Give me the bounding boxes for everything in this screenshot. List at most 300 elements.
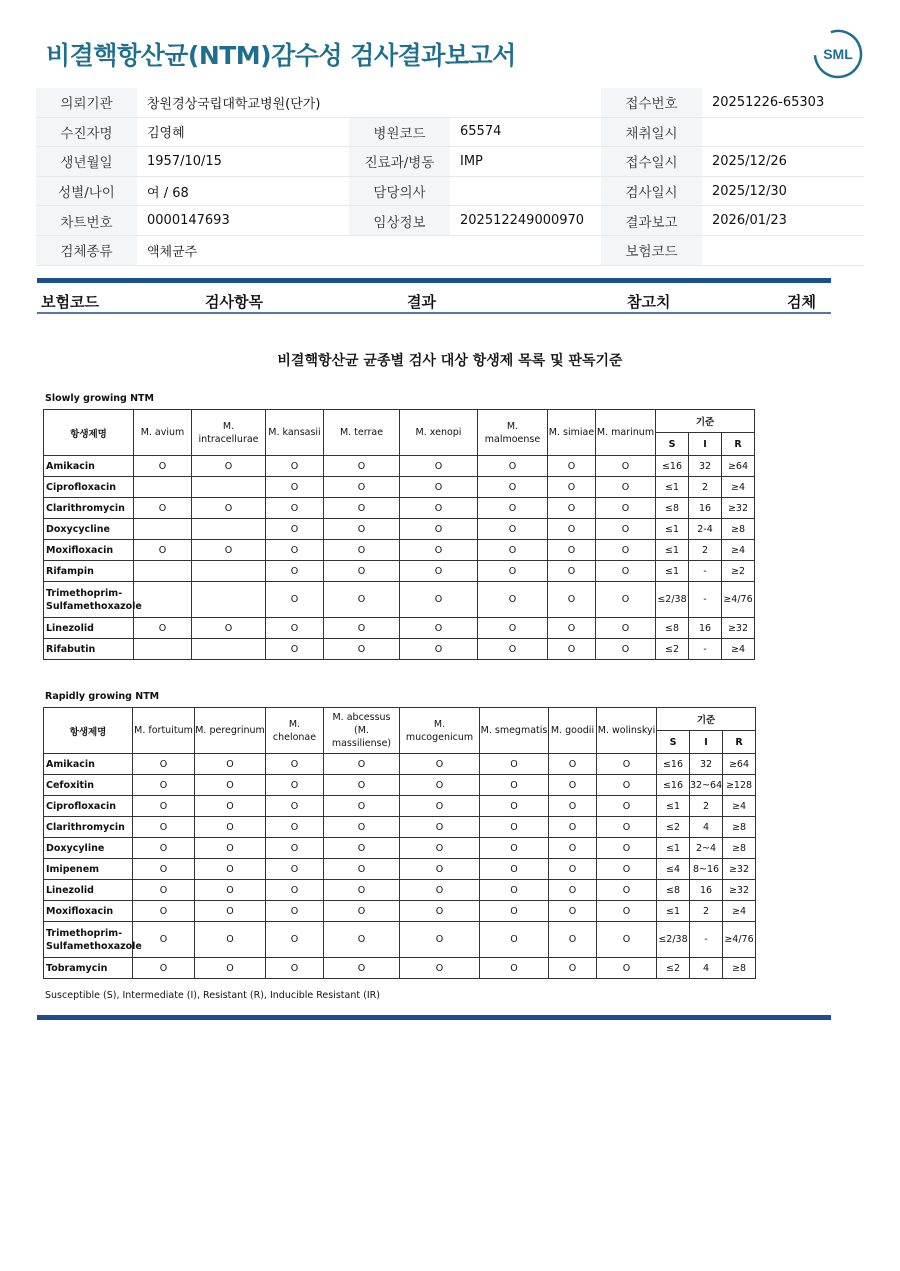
test-mark: O [597, 880, 657, 901]
test-mark: O [480, 901, 549, 922]
table-row [44, 498, 755, 519]
test-mark: O [400, 796, 480, 817]
test-mark: O [478, 519, 548, 540]
test-mark: O [134, 498, 192, 519]
table-row [44, 456, 755, 477]
criteria-s: ≤1 [656, 477, 689, 498]
info-value [702, 117, 864, 147]
criteria-s: ≤2/38 [656, 582, 689, 618]
species-header: M. abcessus (M. massiliense) [324, 708, 400, 754]
test-mark: O [549, 880, 597, 901]
test-mark: O [478, 639, 548, 660]
header-reference: 참고치 [627, 293, 671, 311]
info-label: 임상정보 [349, 206, 450, 236]
test-mark: O [266, 477, 324, 498]
species-header: M. avium [134, 410, 192, 456]
info-row [36, 88, 864, 117]
test-mark: O [266, 880, 324, 901]
test-mark: O [133, 796, 195, 817]
criteria-r: ≥32 [723, 880, 756, 901]
info-label: 병원코드 [349, 117, 450, 147]
test-mark: O [597, 796, 657, 817]
criteria-s: ≤16 [657, 775, 690, 796]
slow-ntm-table [43, 409, 755, 660]
test-mark: O [596, 477, 656, 498]
species-header: M. peregrinum [195, 708, 266, 754]
criteria-r: ≥64 [722, 456, 755, 477]
species-header: M. fortuitum [133, 708, 195, 754]
test-mark: O [548, 477, 596, 498]
test-mark: O [480, 958, 549, 979]
antibiotic-name: Moxifloxacin [44, 901, 133, 922]
info-label: 성별/나이 [36, 176, 137, 206]
sir-header: R [723, 731, 756, 754]
criteria-r: ≥4 [722, 477, 755, 498]
test-mark: O [400, 456, 478, 477]
test-mark: O [478, 498, 548, 519]
species-header: M. wolinskyi [597, 708, 657, 754]
table-row [44, 838, 756, 859]
info-label: 생년월일 [36, 147, 137, 177]
criteria-i: 2 [690, 796, 723, 817]
section-rule-thin [37, 312, 831, 314]
criteria-s: ≤1 [657, 838, 690, 859]
test-mark: O [597, 817, 657, 838]
test-mark: O [266, 456, 324, 477]
test-mark: O [324, 477, 400, 498]
species-header: M. malmoense [478, 410, 548, 456]
criteria-i: 4 [690, 958, 723, 979]
info-row [36, 117, 864, 147]
test-mark: O [134, 618, 192, 639]
criteria-r: ≥4/76 [722, 582, 755, 618]
test-mark [134, 639, 192, 660]
test-mark: O [480, 922, 549, 958]
criteria-i: 32 [690, 754, 723, 775]
criteria-s: ≤2 [657, 958, 690, 979]
test-mark: O [266, 958, 324, 979]
table-row [44, 582, 755, 618]
test-mark: O [549, 838, 597, 859]
test-mark: O [549, 775, 597, 796]
test-mark: O [597, 922, 657, 958]
antibiotic-name: Imipenem [44, 859, 133, 880]
test-mark: O [195, 796, 266, 817]
test-mark: O [548, 561, 596, 582]
species-header: M. terrae [324, 410, 400, 456]
test-mark: O [192, 540, 266, 561]
test-mark: O [324, 796, 400, 817]
test-mark: O [195, 859, 266, 880]
test-mark: O [480, 775, 549, 796]
criteria-r: ≥4/76 [723, 922, 756, 958]
test-mark: O [549, 796, 597, 817]
test-mark: O [133, 922, 195, 958]
rapid-ntm-table [43, 707, 756, 979]
table-row [44, 775, 756, 796]
test-mark: O [548, 456, 596, 477]
criteria-r: ≥128 [723, 775, 756, 796]
test-mark: O [192, 618, 266, 639]
test-mark: O [480, 754, 549, 775]
test-mark: O [596, 561, 656, 582]
species-header: M. intracellurae [192, 410, 266, 456]
info-label: 보험코드 [601, 235, 702, 265]
criteria-r: ≥4 [723, 796, 756, 817]
test-mark [134, 477, 192, 498]
test-mark: O [266, 540, 324, 561]
test-mark: O [195, 754, 266, 775]
header-specimen: 검체 [787, 293, 816, 311]
header-row [44, 708, 756, 731]
criteria-header: 기준 [656, 410, 755, 433]
test-mark: O [596, 519, 656, 540]
test-mark: O [324, 838, 400, 859]
info-value: 2025/12/30 [702, 176, 864, 206]
test-mark: O [597, 958, 657, 979]
sir-header: S [656, 433, 689, 456]
test-mark: O [597, 838, 657, 859]
criteria-s: ≤1 [657, 901, 690, 922]
test-mark: O [480, 880, 549, 901]
antibiotic-name-header: 항생제명 [44, 410, 134, 456]
criteria-i: 2 [690, 901, 723, 922]
criteria-s: ≤2/38 [657, 922, 690, 958]
header-result: 결과 [407, 293, 436, 311]
test-mark: O [324, 922, 400, 958]
test-mark [192, 639, 266, 660]
criteria-s: ≤8 [656, 498, 689, 519]
header-test-item: 검사항목 [205, 293, 263, 311]
sir-header: R [722, 433, 755, 456]
test-mark [134, 561, 192, 582]
test-mark [192, 519, 266, 540]
info-value: 1957/10/15 [137, 147, 349, 177]
info-label: 진료과/병동 [349, 147, 450, 177]
test-mark: O [324, 958, 400, 979]
criteria-i: - [689, 561, 722, 582]
antibiotic-name: Trimethoprim- Sulfamethoxazole [44, 582, 134, 618]
patient-info-table [36, 88, 864, 266]
criteria-r: ≥8 [722, 519, 755, 540]
test-mark: O [266, 901, 324, 922]
table-row [44, 754, 756, 775]
test-mark: O [133, 859, 195, 880]
test-mark: O [596, 618, 656, 639]
species-header: M. smegmatis [480, 708, 549, 754]
antibiotic-name: Ciprofloxacin [44, 477, 134, 498]
antibiotic-list-title: 비결핵항산균 균종별 검사 대상 항생제 목록 및 판독기준 [277, 353, 623, 369]
test-mark: O [478, 540, 548, 561]
table-row [44, 880, 756, 901]
test-mark: O [324, 519, 400, 540]
antibiotic-name: Trimethoprim- Sulfamethoxazole [44, 922, 133, 958]
info-value: 2025/12/26 [702, 147, 864, 177]
test-mark: O [195, 775, 266, 796]
test-mark: O [480, 817, 549, 838]
criteria-i: 16 [689, 498, 722, 519]
info-label: 검체종류 [36, 235, 137, 265]
test-mark: O [400, 561, 478, 582]
test-mark: O [478, 456, 548, 477]
criteria-s: ≤4 [657, 859, 690, 880]
antibiotic-name: Doxycycline [44, 519, 134, 540]
test-mark [192, 582, 266, 618]
criteria-i: - [689, 582, 722, 618]
test-mark: O [324, 754, 400, 775]
test-mark: O [597, 775, 657, 796]
criteria-r: ≥4 [722, 639, 755, 660]
antibiotic-name: Amikacin [44, 754, 133, 775]
test-mark: O [478, 582, 548, 618]
test-mark: O [324, 540, 400, 561]
criteria-s: ≤1 [656, 540, 689, 561]
criteria-i: 4 [690, 817, 723, 838]
test-mark: O [549, 901, 597, 922]
test-mark: O [478, 561, 548, 582]
result-header [37, 291, 831, 311]
criteria-i: 2-4 [689, 519, 722, 540]
test-mark: O [549, 922, 597, 958]
criteria-s: ≤1 [656, 561, 689, 582]
test-mark: O [480, 796, 549, 817]
criteria-r: ≥32 [723, 859, 756, 880]
criteria-r: ≥64 [723, 754, 756, 775]
antibiotic-name: Linezolid [44, 880, 133, 901]
criteria-i: - [689, 639, 722, 660]
table-row [44, 540, 755, 561]
test-mark: O [400, 519, 478, 540]
test-mark: O [266, 817, 324, 838]
test-mark: O [548, 618, 596, 639]
criteria-r: ≥4 [722, 540, 755, 561]
test-mark: O [400, 618, 478, 639]
sir-header: I [689, 433, 722, 456]
test-mark: O [548, 639, 596, 660]
info-value: IMP [450, 147, 601, 177]
info-row [36, 147, 864, 177]
test-mark: O [266, 859, 324, 880]
test-mark: O [195, 901, 266, 922]
test-mark: O [480, 838, 549, 859]
criteria-i: - [690, 922, 723, 958]
test-mark: O [192, 498, 266, 519]
test-mark [134, 582, 192, 618]
test-mark: O [400, 817, 480, 838]
species-header: M. goodii [549, 708, 597, 754]
test-mark: O [133, 838, 195, 859]
legend-note: Susceptible (S), Intermediate (I), Resistant (R), Inducible Resistant (IR) [45, 990, 380, 1001]
table-row [44, 561, 755, 582]
sir-header: S [657, 731, 690, 754]
test-mark: O [133, 817, 195, 838]
species-header: M. kansasii [266, 410, 324, 456]
antibiotic-name-header: 항생제명 [44, 708, 133, 754]
info-label: 결과보고 [601, 206, 702, 236]
test-mark: O [195, 922, 266, 958]
test-mark: O [596, 456, 656, 477]
info-label: 수진자명 [36, 117, 137, 147]
test-mark: O [266, 618, 324, 639]
test-mark: O [478, 477, 548, 498]
table-row [44, 618, 755, 639]
report-title: 비결핵항산균(NTM)감수성 검사결과보고서 [46, 41, 516, 70]
criteria-header: 기준 [657, 708, 756, 731]
species-header: M. xenopi [400, 410, 478, 456]
antibiotic-name: Cefoxitin [44, 775, 133, 796]
criteria-s: ≤1 [656, 519, 689, 540]
criteria-s: ≤16 [656, 456, 689, 477]
test-mark: O [400, 958, 480, 979]
criteria-r: ≥8 [723, 817, 756, 838]
criteria-r: ≥4 [723, 901, 756, 922]
criteria-r: ≥32 [722, 618, 755, 639]
test-mark: O [266, 639, 324, 660]
criteria-i: 2~4 [690, 838, 723, 859]
table-row [44, 922, 756, 958]
info-value: 0000147693 [137, 206, 349, 236]
test-mark: O [266, 838, 324, 859]
test-mark: O [266, 775, 324, 796]
test-mark: O [400, 880, 480, 901]
test-mark: O [324, 561, 400, 582]
test-mark: O [192, 456, 266, 477]
test-mark: O [134, 540, 192, 561]
antibiotic-name: Ciprofloxacin [44, 796, 133, 817]
antibiotic-name: Doxycyline [44, 838, 133, 859]
test-mark: O [548, 582, 596, 618]
antibiotic-name: Tobramycin [44, 958, 133, 979]
test-mark: O [266, 922, 324, 958]
test-mark: O [133, 880, 195, 901]
test-mark: O [400, 639, 478, 660]
criteria-i: 2 [689, 477, 722, 498]
test-mark: O [596, 498, 656, 519]
table-row [44, 796, 756, 817]
test-mark: O [400, 838, 480, 859]
header-insurance-code: 보험코드 [41, 293, 99, 311]
test-mark: O [324, 456, 400, 477]
test-mark: O [400, 922, 480, 958]
antibiotic-name: Clarithromycin [44, 817, 133, 838]
info-value: 20251226-65303 [702, 88, 864, 117]
test-mark: O [480, 859, 549, 880]
table-row [44, 958, 756, 979]
criteria-i: 8~16 [690, 859, 723, 880]
test-mark: O [400, 901, 480, 922]
rapid-ntm-label: Rapidly growing NTM [45, 691, 160, 702]
antibiotic-name: Linezolid [44, 618, 134, 639]
info-label: 의뢰기관 [36, 88, 137, 117]
sml-logo [812, 28, 864, 80]
test-mark: O [596, 582, 656, 618]
table-row [44, 817, 756, 838]
test-mark: O [400, 498, 478, 519]
info-value: 창원경상국립대학교병원(단가) [137, 88, 601, 117]
test-mark: O [597, 754, 657, 775]
test-mark: O [324, 817, 400, 838]
test-mark: O [266, 498, 324, 519]
info-value: 김영혜 [137, 117, 349, 147]
table-row [44, 477, 755, 498]
test-mark: O [266, 582, 324, 618]
test-mark: O [195, 880, 266, 901]
test-mark: O [400, 754, 480, 775]
table-row [44, 639, 755, 660]
test-mark: O [324, 775, 400, 796]
test-mark: O [324, 859, 400, 880]
test-mark: O [549, 859, 597, 880]
criteria-s: ≤2 [656, 639, 689, 660]
test-mark: O [133, 958, 195, 979]
test-mark: O [548, 540, 596, 561]
test-mark: O [133, 775, 195, 796]
info-value: 2026/01/23 [702, 206, 864, 236]
info-label: 채취일시 [601, 117, 702, 147]
antibiotic-name: Rifampin [44, 561, 134, 582]
test-mark: O [549, 817, 597, 838]
header-row [44, 410, 755, 433]
test-mark [134, 519, 192, 540]
section-rule-bottom [37, 1015, 831, 1020]
test-mark: O [324, 582, 400, 618]
table-row [44, 901, 756, 922]
test-mark: O [133, 754, 195, 775]
antibiotic-name: Clarithromycin [44, 498, 134, 519]
criteria-s: ≤8 [657, 880, 690, 901]
test-mark: O [324, 618, 400, 639]
criteria-r: ≥2 [722, 561, 755, 582]
test-mark: O [400, 775, 480, 796]
sir-header: I [690, 731, 723, 754]
criteria-s: ≤16 [657, 754, 690, 775]
info-label: 검사일시 [601, 176, 702, 206]
criteria-r: ≥32 [722, 498, 755, 519]
info-row [36, 176, 864, 206]
logo-text: SML [823, 46, 853, 62]
criteria-i: 16 [690, 880, 723, 901]
section-rule-top [37, 278, 831, 283]
test-mark: O [596, 540, 656, 561]
test-mark: O [266, 796, 324, 817]
test-mark: O [324, 880, 400, 901]
info-row [36, 206, 864, 236]
test-mark: O [549, 958, 597, 979]
test-mark: O [324, 901, 400, 922]
test-mark: O [400, 582, 478, 618]
info-value: 여 / 68 [137, 176, 349, 206]
info-value [702, 235, 864, 265]
test-mark: O [195, 958, 266, 979]
test-mark: O [324, 639, 400, 660]
test-mark: O [478, 618, 548, 639]
criteria-s: ≤8 [656, 618, 689, 639]
species-header: M. marinum [596, 410, 656, 456]
test-mark: O [266, 754, 324, 775]
info-label: 접수일시 [601, 147, 702, 177]
test-mark: O [548, 519, 596, 540]
test-mark: O [195, 838, 266, 859]
test-mark: O [324, 498, 400, 519]
criteria-r: ≥8 [723, 838, 756, 859]
test-mark: O [400, 477, 478, 498]
criteria-i: 16 [689, 618, 722, 639]
test-mark: O [596, 639, 656, 660]
criteria-s: ≤2 [657, 817, 690, 838]
info-value: 65574 [450, 117, 601, 147]
criteria-i: 32~64 [690, 775, 723, 796]
test-mark: O [195, 817, 266, 838]
